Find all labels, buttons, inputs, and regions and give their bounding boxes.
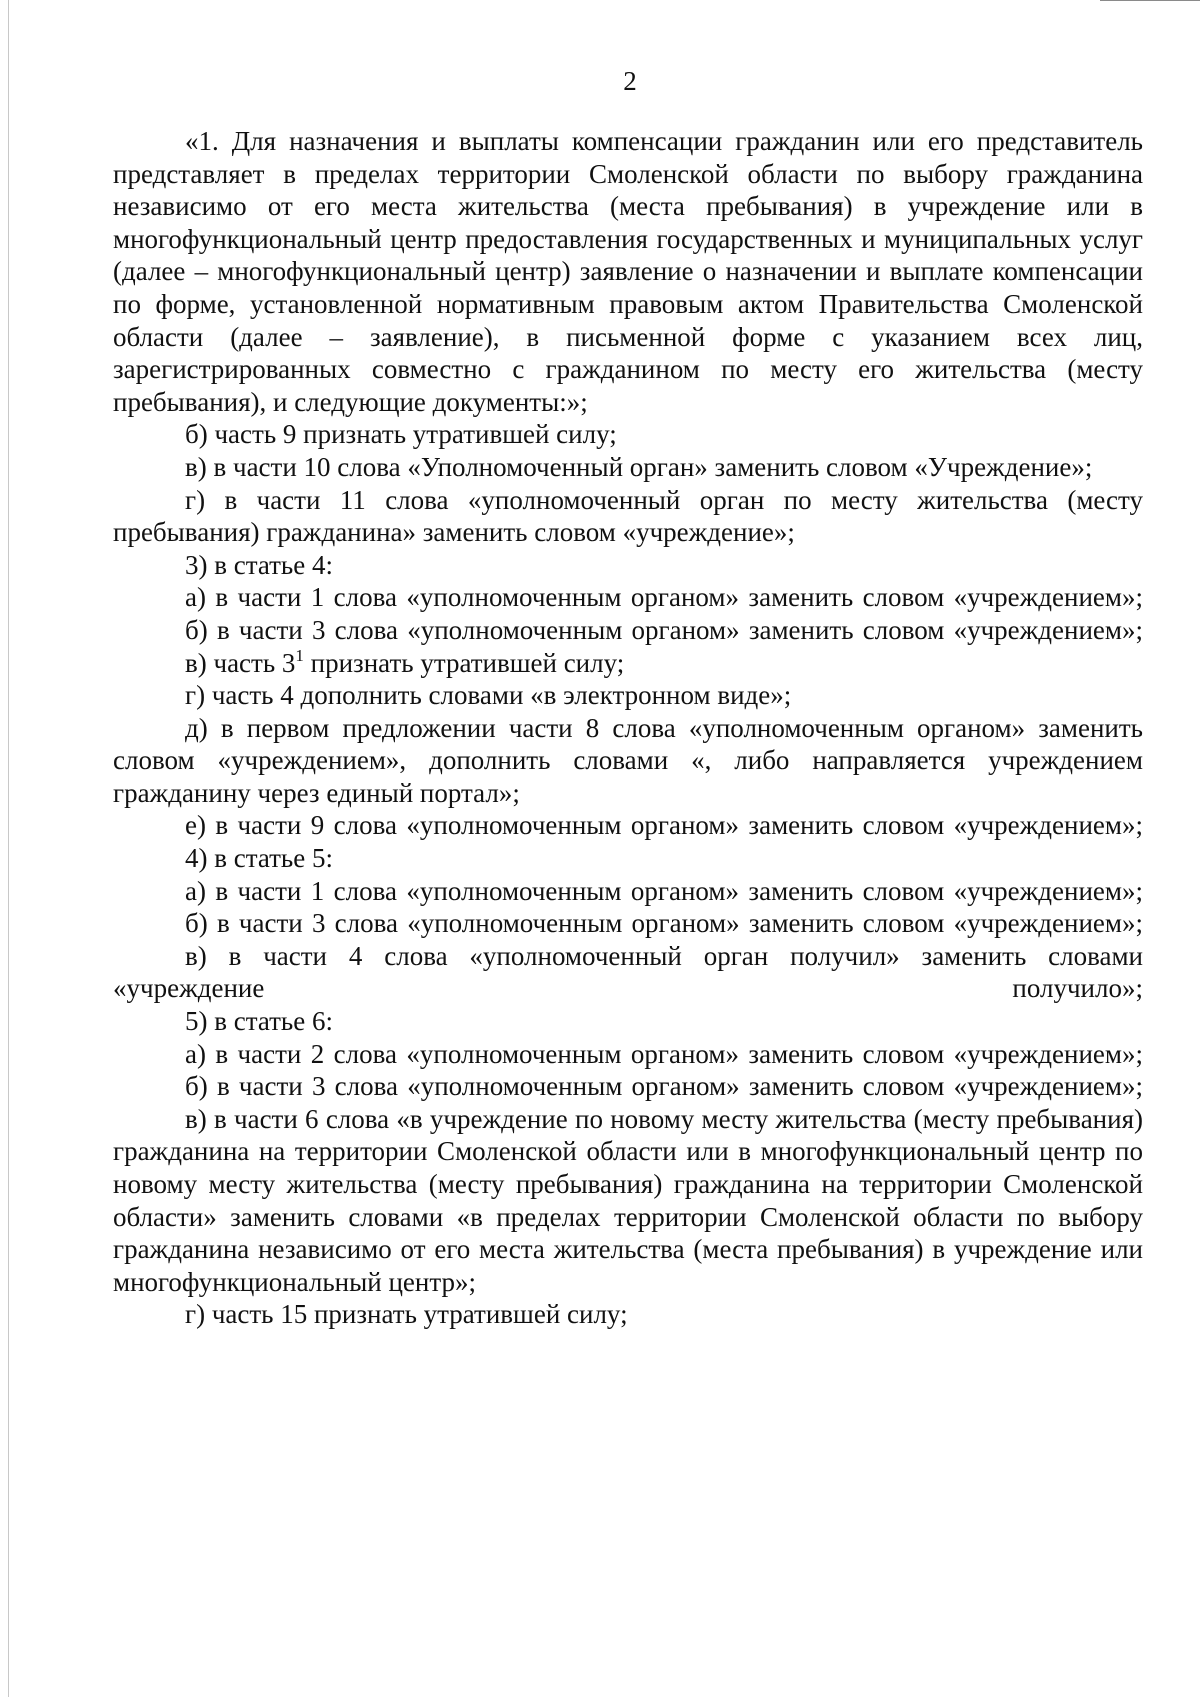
paragraph-art6-part6: в) в части 6 слова «в учреждение по новому месту жительства (месту пребывания) гражданина на территории Смоленской области или в многофункциональный центр по новому месту жительства (месту пребывания) гражданина на территории Смоленской области» заменить словами «в пределах территории Смоленской области по выбору гражданина независимо от его места жительства (места пребывания) в учреждение или многофункциональный центр»; xyxy=(113,1103,1143,1297)
paragraph-part-11: г) в части 11 слова «уполномоченный орган по месту жительства (месту пребывания) гражданина» заменить словом «учреждение»; xyxy=(113,484,1143,548)
heading-article-4: 3) в статье 4: xyxy=(185,549,333,580)
scan-edge-top xyxy=(1100,0,1200,1)
paragraph-art6-part15: г) часть 15 признать утратившей силу; xyxy=(185,1299,628,1330)
scan-edge-left xyxy=(8,0,9,1697)
paragraph-art4-part1: а) в части 1 слова «уполномоченным органом» заменить словом «учреждением»; xyxy=(185,582,1143,613)
heading-article-6: 5) в статье 6: xyxy=(185,1006,333,1037)
paragraph-art4-part3-1 xyxy=(113,647,1143,680)
part-3-text: в) часть 3 xyxy=(185,647,296,678)
page-number: 2 xyxy=(623,66,637,96)
paragraph-art6-part2: а) в части 2 слова «уполномоченным органом» заменить словом «учреждением»; xyxy=(185,1038,1143,1069)
paragraph-art4-part3: б) в части 3 слова «уполномоченным органом» заменить словом «учреждением»; xyxy=(185,614,1143,645)
paragraph-art4-part4: г) часть 4 дополнить словами «в электронном виде»; xyxy=(185,680,792,711)
paragraph-art6-part3: б) в части 3 слова «уполномоченным органом» заменить словом «учреждением»; xyxy=(185,1071,1143,1102)
part-3-1-tail: признать утратившей силу; xyxy=(303,647,625,678)
paragraph-art4-part9: е) в части 9 слова «уполномоченным органом» заменить словом «учреждением»; xyxy=(185,810,1143,841)
paragraph-part-10: в) в части 10 слова «Уполномоченный орган» заменить словом «Учреждение»; xyxy=(185,451,1093,482)
heading-article-5: 4) в статье 5: xyxy=(185,843,333,874)
paragraph-art5-part3: б) в части 3 слова «уполномоченным органом» заменить словом «учреждением»; xyxy=(185,908,1143,939)
paragraph-art4-part8: д) в первом предложении части 8 слова «уполномоченным органом» заменить словом «учреждением», дополнить словами «, либо направляется учреждением гражданину через единый портал»; xyxy=(113,712,1143,808)
superscript-one: 1 xyxy=(295,645,304,665)
paragraph-art5-part1: а) в части 1 слова «уполномоченным органом» заменить словом «учреждением»; xyxy=(185,875,1143,906)
paragraph-part-9: б) часть 9 признать утратившей силу; xyxy=(185,419,617,450)
document-body xyxy=(113,125,1143,1331)
paragraph-art5-part4: в) в части 4 слова «уполномоченный орган получил» заменить словами «учреждение получило»; xyxy=(113,940,1143,1004)
paragraph-claim-documents: «1. Для назначения и выплаты компенсации гражданин или его представитель представляет в пределах территории Смоленской области по выбору гражданина независимо от его места жительства (места пребывания) в учреждение или в многофункциональный центр предоставления государственных и муниципальных услуг (далее – многофункциональный центр) заявление о назначении и выплате компенсации по форме, установленной нормативным правовым актом Правительства Смоленской области (далее – заявление), в письменной форме с указанием всех лиц, зарегистрированных совместно с гражданином по месту его жительства (месту пребывания), и следующие документы:»; xyxy=(113,126,1143,417)
